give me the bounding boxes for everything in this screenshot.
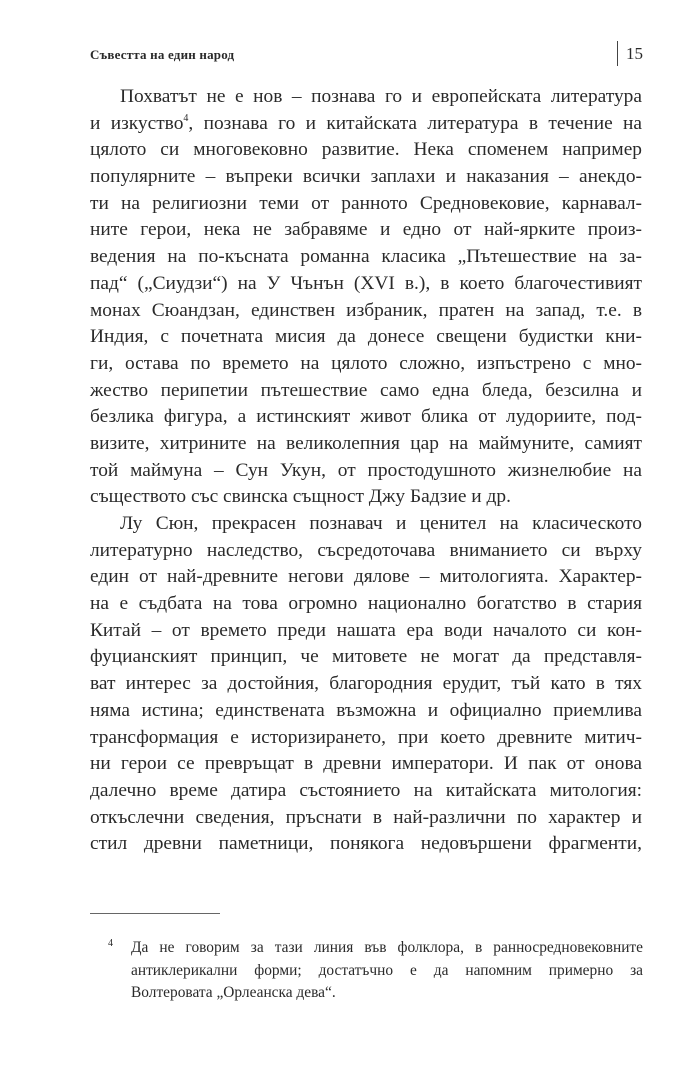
text-line: няма истина; единствената възможна и официално приемлива [90,699,642,721]
text-line: литературно наследство, съсредоточава вниманието си върху [90,539,642,561]
page-number: 15 [626,44,643,63]
text-line: един от най-древните негови дялове – митологията. Характер- [90,566,642,588]
text-line: безлика фигура, а истинският живот блика от лудориите, под- [90,406,642,428]
text-line: далечно време датира състоянието на китайската митология: [90,779,642,801]
text-line: Лу Сюн, прекрасен познавач и ценител на класическото [120,513,642,534]
footnote-line: Волтеровата „Орлеанска дева“. [131,984,336,1001]
text-line: ведения на по-късната романна класика „Пътешествие на за- [90,246,642,268]
footnote-marker: 4 [108,938,113,949]
text-line [90,111,642,138]
footnote-separator [90,913,220,914]
text-line: Китай – от времето преди нашата ера води началото си кон- [90,619,642,641]
text-line: популярните – въпреки всички заплахи и наказания – анекдо- [90,166,642,188]
running-head: Съвестта на един народ [90,47,235,62]
text-line: откъслечни сведения, пръснати в най-различни по характер и [90,806,642,828]
text-fragment: и изкуство [90,112,184,134]
text-line: визите, хитрините на великолепния цар на маймуните, самият [90,432,642,454]
footnote-reference[interactable]: 4 [183,112,189,124]
footnote [108,937,643,1005]
text-line: той маймуна – Сун Укун, от простодушното жизнелюбие на [90,459,642,481]
text-line: на е съдбата на това огромно национално богатство в стария [90,593,642,615]
body-text [90,84,642,858]
text-line: Похватът не е нов – познава го и европейската литература [120,86,642,107]
footnote-line: Да не говорим за тази линия във фолклора, в ранносредновековните [131,939,643,956]
text-line: монах Сюандзан, единствен избраник, пратен на запад, т.е. в [90,299,642,321]
text-line: пад“ („Сиудзи“) на У Чънън (XVI в.), в което благочестивият [90,272,642,294]
text-line: фуцианският принцип, че митовете не могат да представля- [90,646,642,668]
text-line: Индия, с почетната мисия да донесе свещени будистки кни- [90,326,642,348]
text-line: ни герои се превръщат в древни императори. И пак от онова [90,753,642,775]
text-line: цялото си многовековно развитие. Нека споменем например [90,139,642,161]
text-line: трансформация е историзирането, при което древните митич- [90,726,642,748]
text-line: съществото със свинска същност Джу Бадзие и др. [90,486,511,508]
text-line: ги, остава по времето на цялото сложно, изпъстрено с мно- [90,352,642,374]
page-number-divider [617,41,618,66]
text-line: ните герои, нека не забравяме и едно от най-ярките произ- [90,219,642,241]
text-line: стил древни паметници, понякога недовършени фрагменти, [90,833,642,855]
footnote-line: антиклерикални форми; достатъчно е да напомним примерно за [131,961,643,979]
text-line: ват интерес за достойния, благородния ерудит, тъй като в тях [90,673,642,695]
text-fragment: , познава го и китайската литература в течение на [188,112,642,134]
text-line: ти на религиозни теми от ранното Средновековие, карнавал- [90,192,642,214]
text-line: жество перипетии пътешествие само една бледа, безсилна и [90,379,642,401]
